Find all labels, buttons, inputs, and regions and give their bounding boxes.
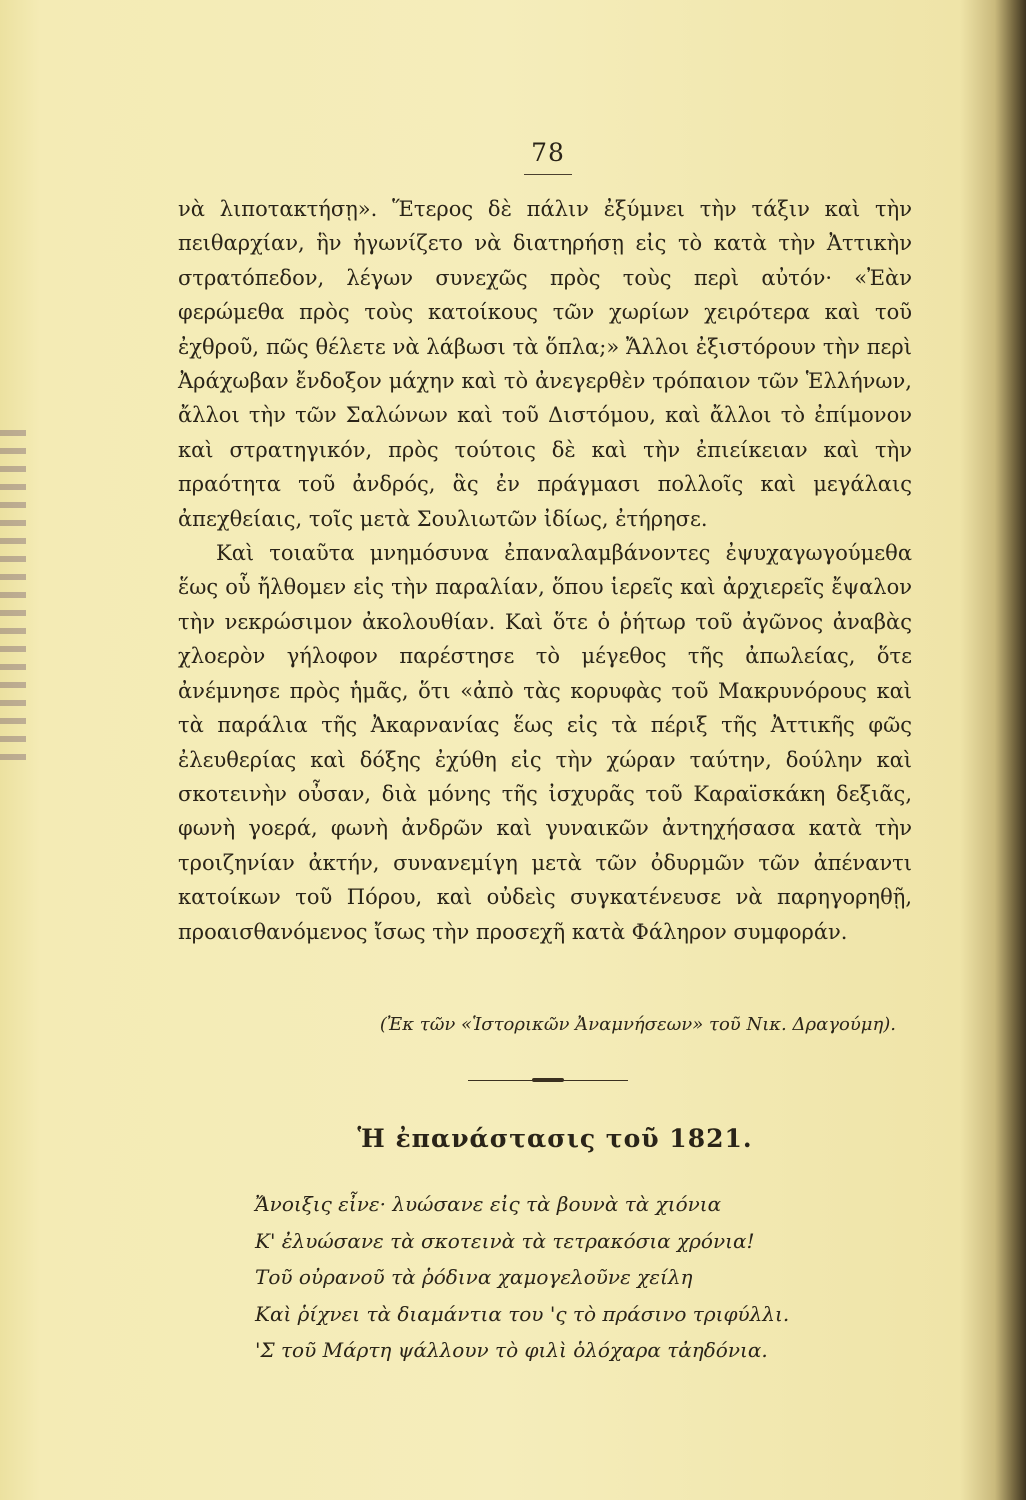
- paragraph: Καὶ τοιαῦτα μνημόσυνα ἐπαναλαμβάνοντες ἐψυχαγωγούμεθα ἕως οὗ ἤλθομεν εἰς τὴν παραλίαν, ὅπου ἱερεῖς καὶ ἀρχιερεῖς ἔψαλον τὴν νεκρώσιμον ἀκολουθίαν. Καὶ ὅτε ὁ ῥήτωρ τοῦ ἀγῶνος ἀναβὰς χλοερὸν γήλοφον παρέστησε τὸ μέγεθος τῆς ἀπωλείας, ὅτε ἀνέμνησε πρὸς ἡμᾶς, ὅτι «ἀπὸ τὰς κορυφὰς τοῦ Μακρυνόρους καὶ τὰ παράλια τῆς Ἀκαρνανίας ἕως εἰς τὰ πέριξ τῆς Ἀττικῆς φῶς ἐλευθερίας καὶ δόξης ἐχύθη εἰς τὴν χώραν ταύτην, δούλην καὶ σκοτεινὴν οὖσαν, διὰ μόνης τῆς ἰσχυρᾶς τοῦ Καραϊσκάκη δεξιᾶς, φωνὴ γοερά, φωνὴ ἀνδρῶν καὶ γυναικῶν ἀντηχήσασα κατὰ τὴν τροιζηνίαν ἀκτήν, συνανεμίγη μετὰ τῶν ὀδυρμῶν τῶν ἀπέναντι κατοίκων τοῦ Πόρου, καὶ οὐδεὶς συγκατένευσε νὰ παρηγορηθῇ, προαισθανόμενος ἴσως τὴν προσεχῆ κατὰ Φάληρον συμφοράν.: [178, 541, 912, 944]
- poem-line: Κ' ἐλυώσανε τὰ σκοτεινὰ τὰ τετρακόσια χρόνια!: [255, 1228, 755, 1253]
- page-number: 78: [531, 138, 565, 167]
- poem-line: Ἄνοιξις εἶνε· λυώσανε εἰς τὰ βουνὰ τὰ χιόνια: [255, 1192, 722, 1216]
- page-number-rule: [524, 174, 572, 175]
- poem: [255, 1186, 915, 1369]
- body-text: [178, 192, 912, 949]
- source-attribution: (Ἐκ τῶν «Ἱστορικῶν Ἀναμνήσεων» τοῦ Νικ. Δραγούμη).: [379, 1014, 896, 1035]
- section-divider: [468, 1079, 628, 1083]
- poem-line: Τοῦ οὐρανοῦ τὰ ῥόδινα χαμογελοῦνε χείλη: [255, 1265, 693, 1290]
- poem-title: Ἡ ἐπανάστασις τοῦ 1821.: [357, 1124, 753, 1153]
- page-edge-stain: [0, 430, 26, 760]
- paragraph: νὰ λιποτακτήσῃ». Ἕτερος δὲ πάλιν ἐξύμνει τὴν τάξιν καὶ τὴν πειθαρχίαν, ἣν ἠγωνίζετο νὰ διατηρήσῃ εἰς τὸ κατὰ τὴν Ἀττικὴν στρατόπεδον, λέγων συνεχῶς πρὸς τοὺς περὶ αὐτόν· «Ἐὰν φερώμεθα πρὸς τοὺς κατοίκους τῶν χωρίων χειρότερα καὶ τοῦ ἐχθροῦ, πῶς θέλετε νὰ λάβωσι τὰ ὅπλα;» Ἄλλοι ἐξιστόρουν τὴν περὶ Ἀράχωβαν ἔνδοξον μάχην καὶ τὸ ἀνεγερθὲν τρόπαιον τῶν Ἑλλήνων, ἄλλοι τὴν τῶν Σαλώνων καὶ τοῦ Διστόμου, καὶ ἄλλοι τὸ ἐπίμονον καὶ στρατηγικόν, πρὸς τούτοις δὲ καὶ τὴν ἐπιείκειαν καὶ τὴν πραότητα τοῦ ἀνδρός, ἃς ἐν πράγμασι πολλοῖς καὶ μεγάλαις ἀπεχθείαις, τοῖς μετὰ Σουλιωτῶν ἰδίως, ἐτήρησε.: [178, 197, 912, 531]
- poem-line: Καὶ ῥίχνει τὰ διαμάντια του 'ς τὸ πράσινο τριφύλλι.: [255, 1301, 790, 1326]
- poem-line: 'Σ τοῦ Μάρτη ψάλλουν τὸ φιλὶ ὁλόχαρα τἀηδόνια.: [255, 1338, 768, 1363]
